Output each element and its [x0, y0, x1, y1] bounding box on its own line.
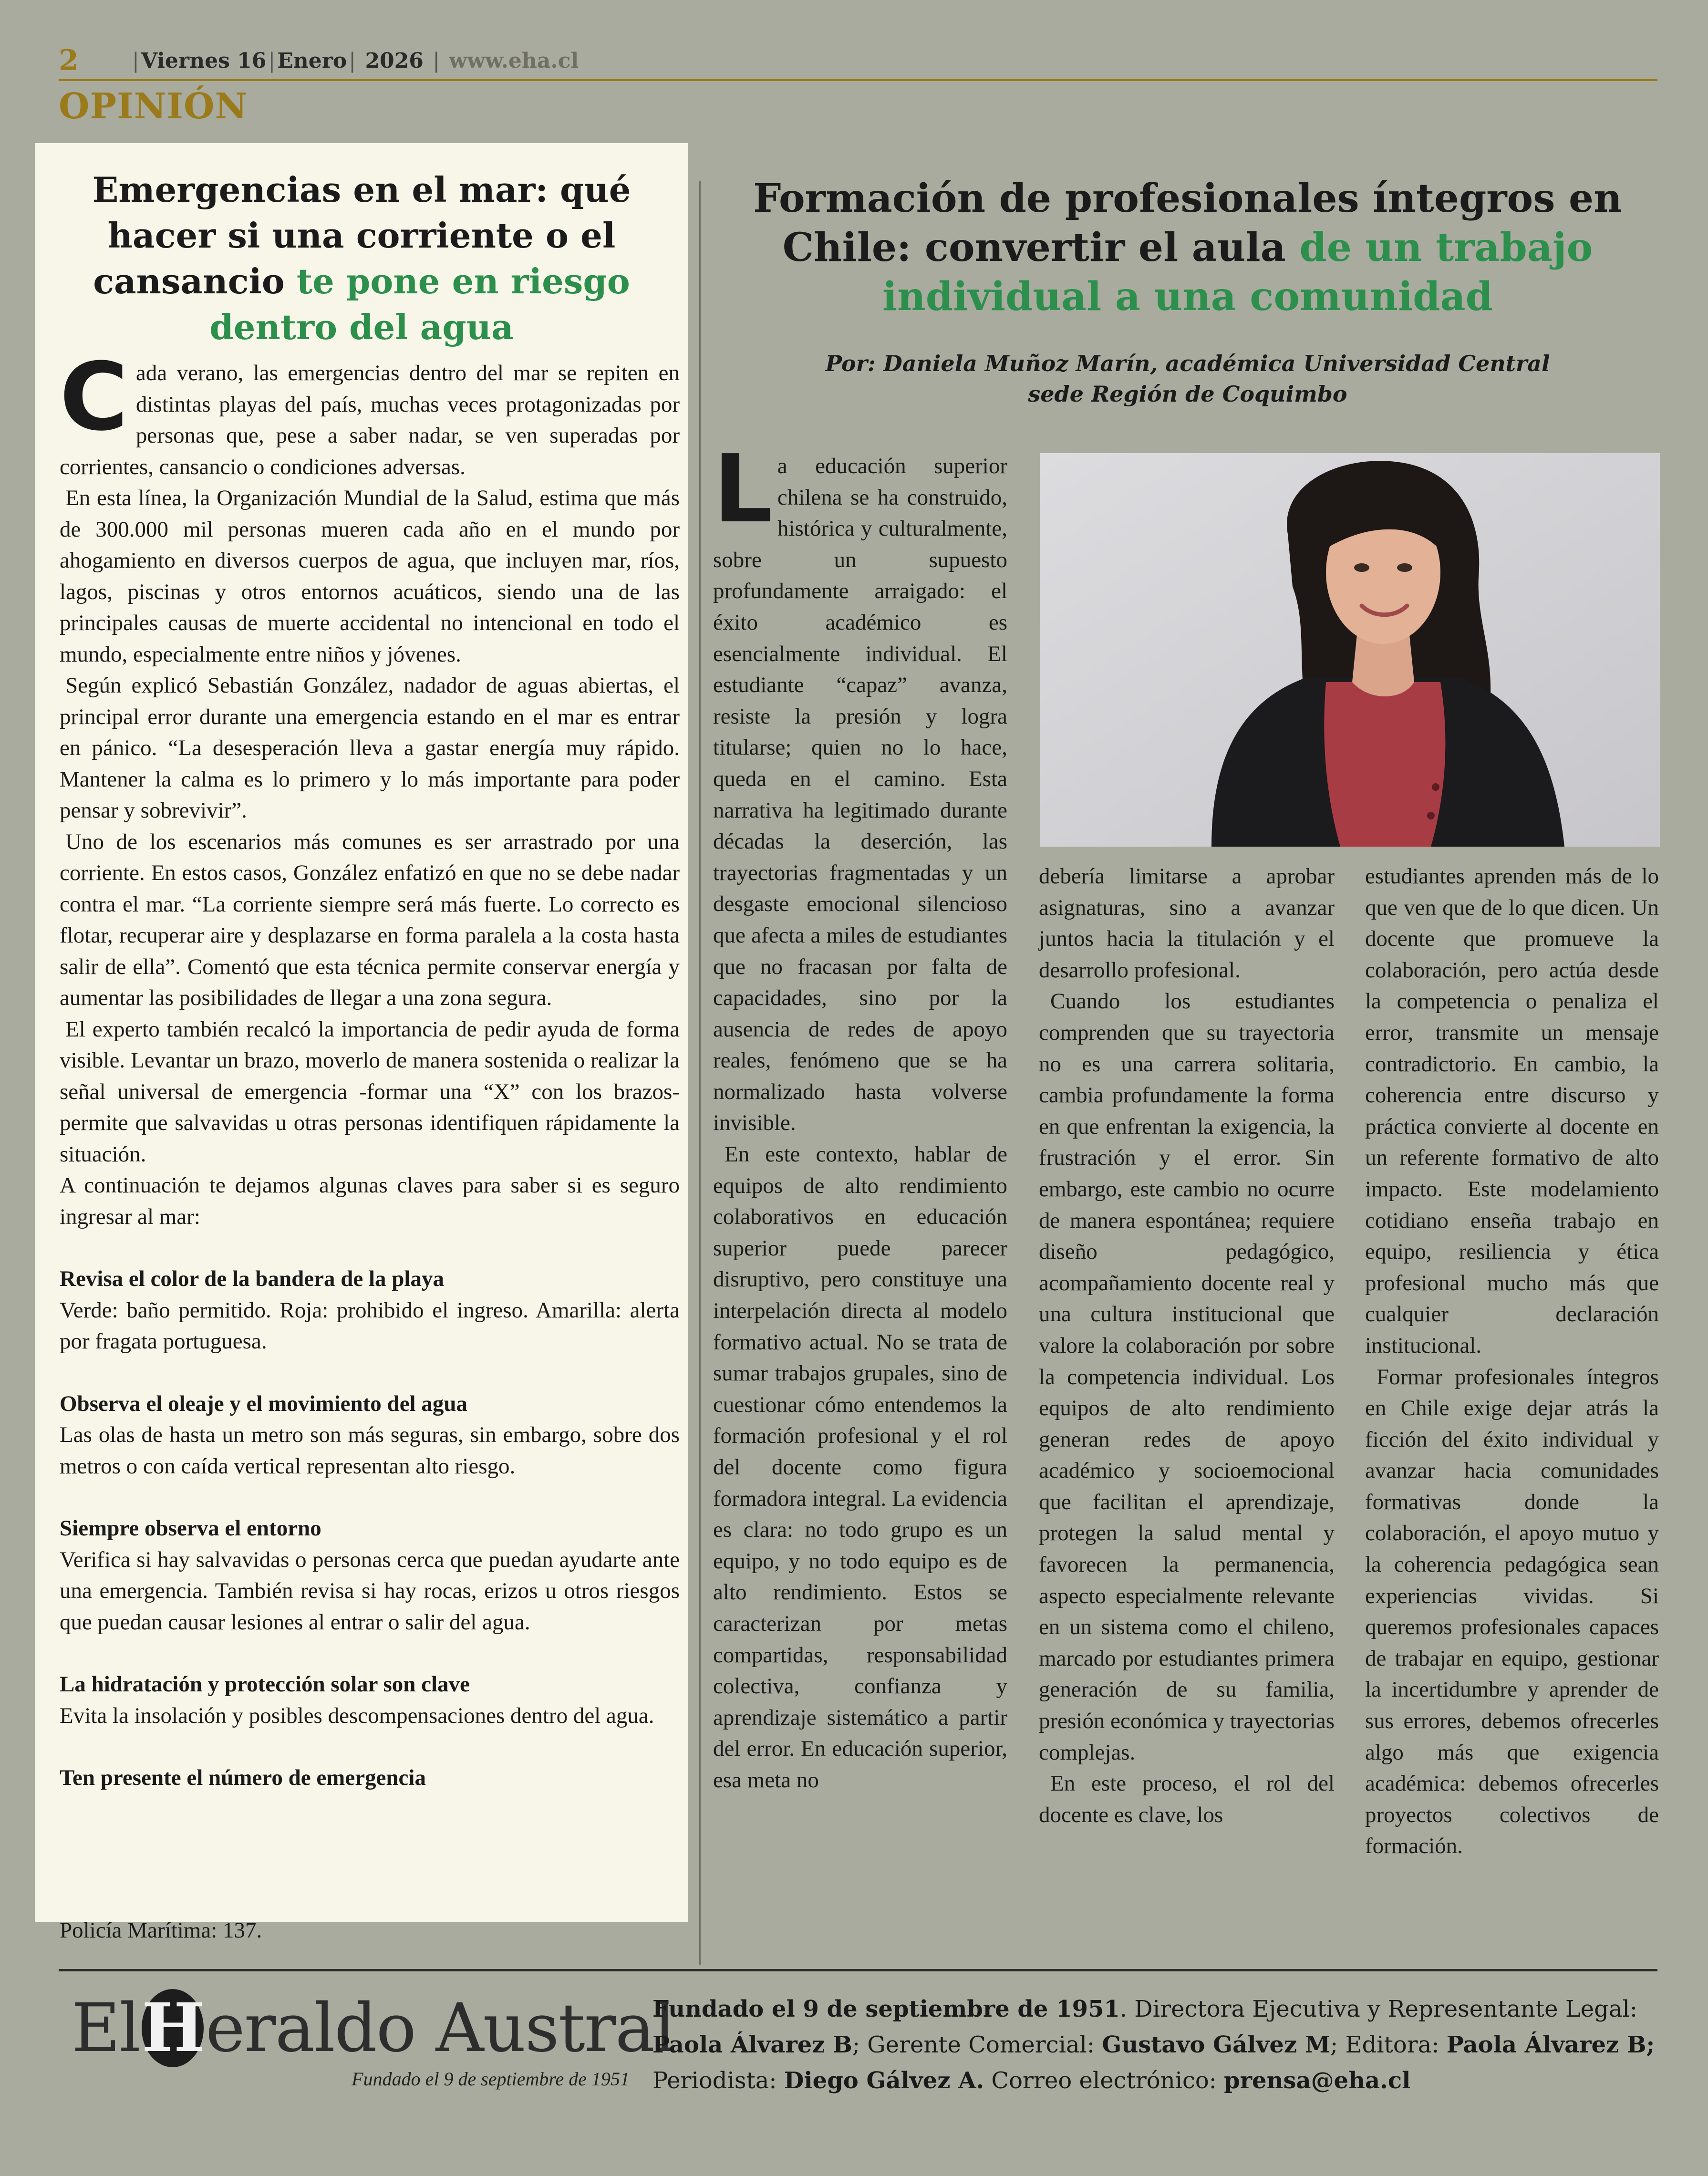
byline-location: sede Región de Coquimbo [1028, 381, 1347, 407]
tip-title: Siempre observa el entorno [60, 1516, 321, 1541]
tip-text: Evita la insolación y posibles descompensaciones dentro del agua. [60, 1703, 654, 1728]
right-title-dark: Formación de profesionales íntegros en Chile: convertir el aula [753, 176, 1622, 270]
column-divider [699, 181, 701, 1965]
section-title: OPINIÓN [59, 86, 248, 127]
paragraph: En este proceso, el rol del docente es clave, los [1039, 1771, 1335, 1827]
logo-el: El [72, 1989, 140, 2067]
right-column-1 [713, 435, 1007, 1796]
paragraph: debería limitarse a aprobar asignaturas, sino a avanzar juntos hacia la titulación y el desarrollo profesional. [1039, 864, 1335, 983]
portrait-image [1040, 453, 1660, 847]
credits-text: . Directora Ejecutiva y Representante Legal: [1119, 1996, 1637, 2022]
page-number: 2 [59, 44, 79, 77]
masthead-credits [652, 1991, 1664, 2099]
paragraph: Uno de los escenarios más comunes es ser arrastrado por una corriente. En estos casos, González enfatizó en que no se debe nadar contra el mar. “La corriente siempre será más fuerte. Lo correcto es flotar, recuperar aire y desplazarse en forma paralela a la costa hasta salir de ella”. Comentó que esta técnica permite conservar energía y aumentar las posibilidades de llegar a una zona segura. [60, 829, 680, 1010]
byline [744, 348, 1631, 409]
editor-name: Paola Álvarez B; [1446, 2031, 1655, 2058]
credits-text: ; Editora: [1330, 2031, 1447, 2058]
tip-title: Revisa el color de la bandera de la playa [60, 1266, 444, 1291]
emergency-number: Policía Marítima: 137. [60, 1918, 262, 1943]
paragraph: estudiantes aprenden más de lo que ven que de lo que dicen. Un docente que promueve la colaboración, pero actúa desde la competencia o penaliza el error, transmite un mensaje contradictorio. En cambio, la coherencia entre discurso y práctica convierte al docente en un referente formativo de alto impacto. Este modelamiento cotidiano enseña trabajo en equipo, resiliencia y ética profesional mucho más que cualquier declaración institucional. [1365, 864, 1659, 1358]
header-rule [59, 79, 1657, 81]
logo-tagline: Fundado el 9 de septiembre de 1951 [352, 2068, 630, 2090]
paragraph: Formar profesionales íntegros en Chile exige dejar atrás la ficción del éxito individual y avanzar hacia comunidades formativas donde la colaboración, el apoyo mutuo y la coherencia pedagógica sean experiencias vividas. Si queremos profesionales capaces de trabajar en equipo, gestionar la incertidumbre y aprender de sus errores, debemos ofrecerles algo más que exigencia académica: debemos ofrecerles proyectos colectivos de formación. [1365, 1364, 1659, 1859]
credits-text: Periodista: [652, 2067, 784, 2094]
issue-date: |Viernes 16|Enero| 2026 | www.eha.cl [132, 49, 579, 73]
tip-text: Verde: baño permitido. Roja: prohibido el ingreso. Amarilla: alerta por fragata portuguesa. [60, 1297, 680, 1354]
paragraph: En esta línea, la Organización Mundial de la Salud, estima que más de 300.000 mil personas mueren cada año en el mundo por ahogamiento en diversos cuerpos de agua, que incluyen mar, ríos, lagos, piscinas y otros entornos acuáticos, siendo una de las principales causas de muerte accidental no intencional en todo el mundo, especialmente entre niños y jóvenes. [60, 486, 680, 667]
director-name: Paola Álvarez B [652, 2031, 852, 2058]
left-article-body [60, 343, 680, 1794]
manager-name: Gustavo Gálvez M [1102, 2031, 1331, 2058]
paragraph: El experto también recalcó la importancia de pedir ayuda de forma visible. Levantar un brazo, moverlo de manera sostenida o realizar la señal universal de emergencia -formar una “X” con los brazos- permite que salvavidas u otras personas identifiquen rápidamente la situación. [60, 1016, 680, 1167]
date-day: Viernes 16 [141, 49, 267, 73]
tip-text: Verifica si hay salvavidas o personas cerca que puedan ayudarte ante una emergencia. También revisa si hay rocas, erizos u otros riesgos que puedan causar lesiones al entrar o salir del agua. [60, 1547, 680, 1635]
logo-wordmark [72, 1989, 674, 2067]
paragraph: Según explicó Sebastián González, nadador de aguas abiertas, el principal error durante una emergencia estando en el mar es entrar en pánico. “La desesperación lleva a gastar energía muy rápido. Mantener la calma es lo primero y lo más importante para poder pensar y sobrevivir”. [60, 673, 680, 823]
website-link[interactable]: www.eha.cl [449, 49, 579, 73]
journalist-name: Diego Gálvez A. [784, 2067, 984, 2094]
paragraph: En este contexto, hablar de equipos de alto rendimiento colaborativos en educación superior puede parecer disruptivo, pero constituye una interpelación directa al modelo formativo actual. No se trata de sumar trabajos grupales, sino de cuestionar cómo entendemos la formación profesional y el rol del docente como figura formadora integral. La evidencia es clara: no todo grupo es un equipo, y no todo equipo es de alto rendimiento. Estos se caracterizan por metas compartidas, responsabilidad colectiva, confianza y aprendizaje sistemático a partir del error. En educación superior, esa meta no [713, 1142, 1007, 1793]
founded-date: Fundado el 9 de septiembre de 1951 [652, 1996, 1120, 2022]
date-month: Enero [277, 49, 347, 73]
paragraph: ada verano, las emergencias dentro del mar se repiten en distintas playas del país, muchas veces protagonizadas por personas que, pese a saber nadar, se ven superadas por corrientes, cansancio o condiciones adversas. [60, 361, 680, 479]
left-title-green: te pone en riesgo dentro del agua [209, 261, 630, 347]
drop-cap: C [60, 343, 128, 452]
date-year: 2026 [365, 49, 424, 73]
right-article-title [715, 174, 1660, 321]
right-column-3 [1365, 861, 1659, 1862]
paragraph: A continuación te dejamos algunas claves para saber si es seguro ingresar al mar: [60, 1173, 680, 1229]
newspaper-logo [72, 1975, 674, 2094]
right-title-green: de un trabajo individual a una comunidad [882, 225, 1593, 320]
logo-rest: eraldo Austral [205, 1989, 674, 2067]
drop-cap: L [713, 435, 773, 544]
paragraph: Cuando los estudiantes comprenden que su trayectoria no es una carrera solitaria, cambia profundamente la forma en que enfrentan la exigencia, la frustración y el error. Sin embargo, este cambio no ocurre de manera espontánea; requiere diseño pedagógico, acompañamiento docente real y una cultura institucional que valore la colaboración por sobre la competencia individual. Los equipos de alto rendimiento generan redes de apoyo académico y socioemocional que facilitan el aprendizaje, protegen la salud mental y favorecen la permanencia, aspecto especialmente relevante en un sistema como el chileno, marcado por estudiantes primera generación de su familia, presión económica y trayectorias complejas. [1039, 989, 1335, 1765]
tip-title: Ten presente el número de emergencia [60, 1765, 426, 1790]
left-article-title [63, 167, 660, 350]
credits-text: ; Gerente Comercial: [852, 2031, 1102, 2058]
tip-title: Observa el oleaje y el movimiento del agua [60, 1391, 467, 1416]
paragraph: a educación superior chilena se ha construido, histórica y culturalmente, sobre un supuesto profundamente arraigado: el éxito académico es esencialmente individual. El estudiante “capaz” avanza, resiste la presión y logra titularse; quien no lo hace, queda en el camino. Esta narrativa ha legitimado durante décadas la deserción, las trayectorias fragmentadas y un desgaste emocional silencioso que afecta a miles de estudiantes que no fracasan por falta de capacidades, sino por la ausencia de redes de apoyo reales, fenómeno que se ha normalizado hasta volverse invisible. [713, 454, 1007, 1136]
page-header [59, 43, 1657, 81]
tip-text: Las olas de hasta un metro son más seguras, sin embargo, sobre dos metros o con caída vertical representan alto riesgo. [60, 1422, 680, 1479]
tip-title: La hidratación y protección solar son clave [60, 1672, 470, 1697]
byline-author: Por: Daniela Muñoz Marín, académica Universidad Central [825, 351, 1550, 376]
author-photo [1040, 453, 1660, 847]
logo-h: H [141, 1989, 204, 2067]
credits-text: Correo electrónico: [984, 2067, 1224, 2094]
right-column-2 [1039, 861, 1335, 1831]
left-title-dark: Emergencias en el mar: qué hacer si una corriente o el cansancio [92, 169, 631, 301]
footer-rule [59, 1969, 1657, 1971]
left-article-box [35, 143, 688, 1922]
email-link[interactable]: prensa@eha.cl [1224, 2067, 1411, 2094]
